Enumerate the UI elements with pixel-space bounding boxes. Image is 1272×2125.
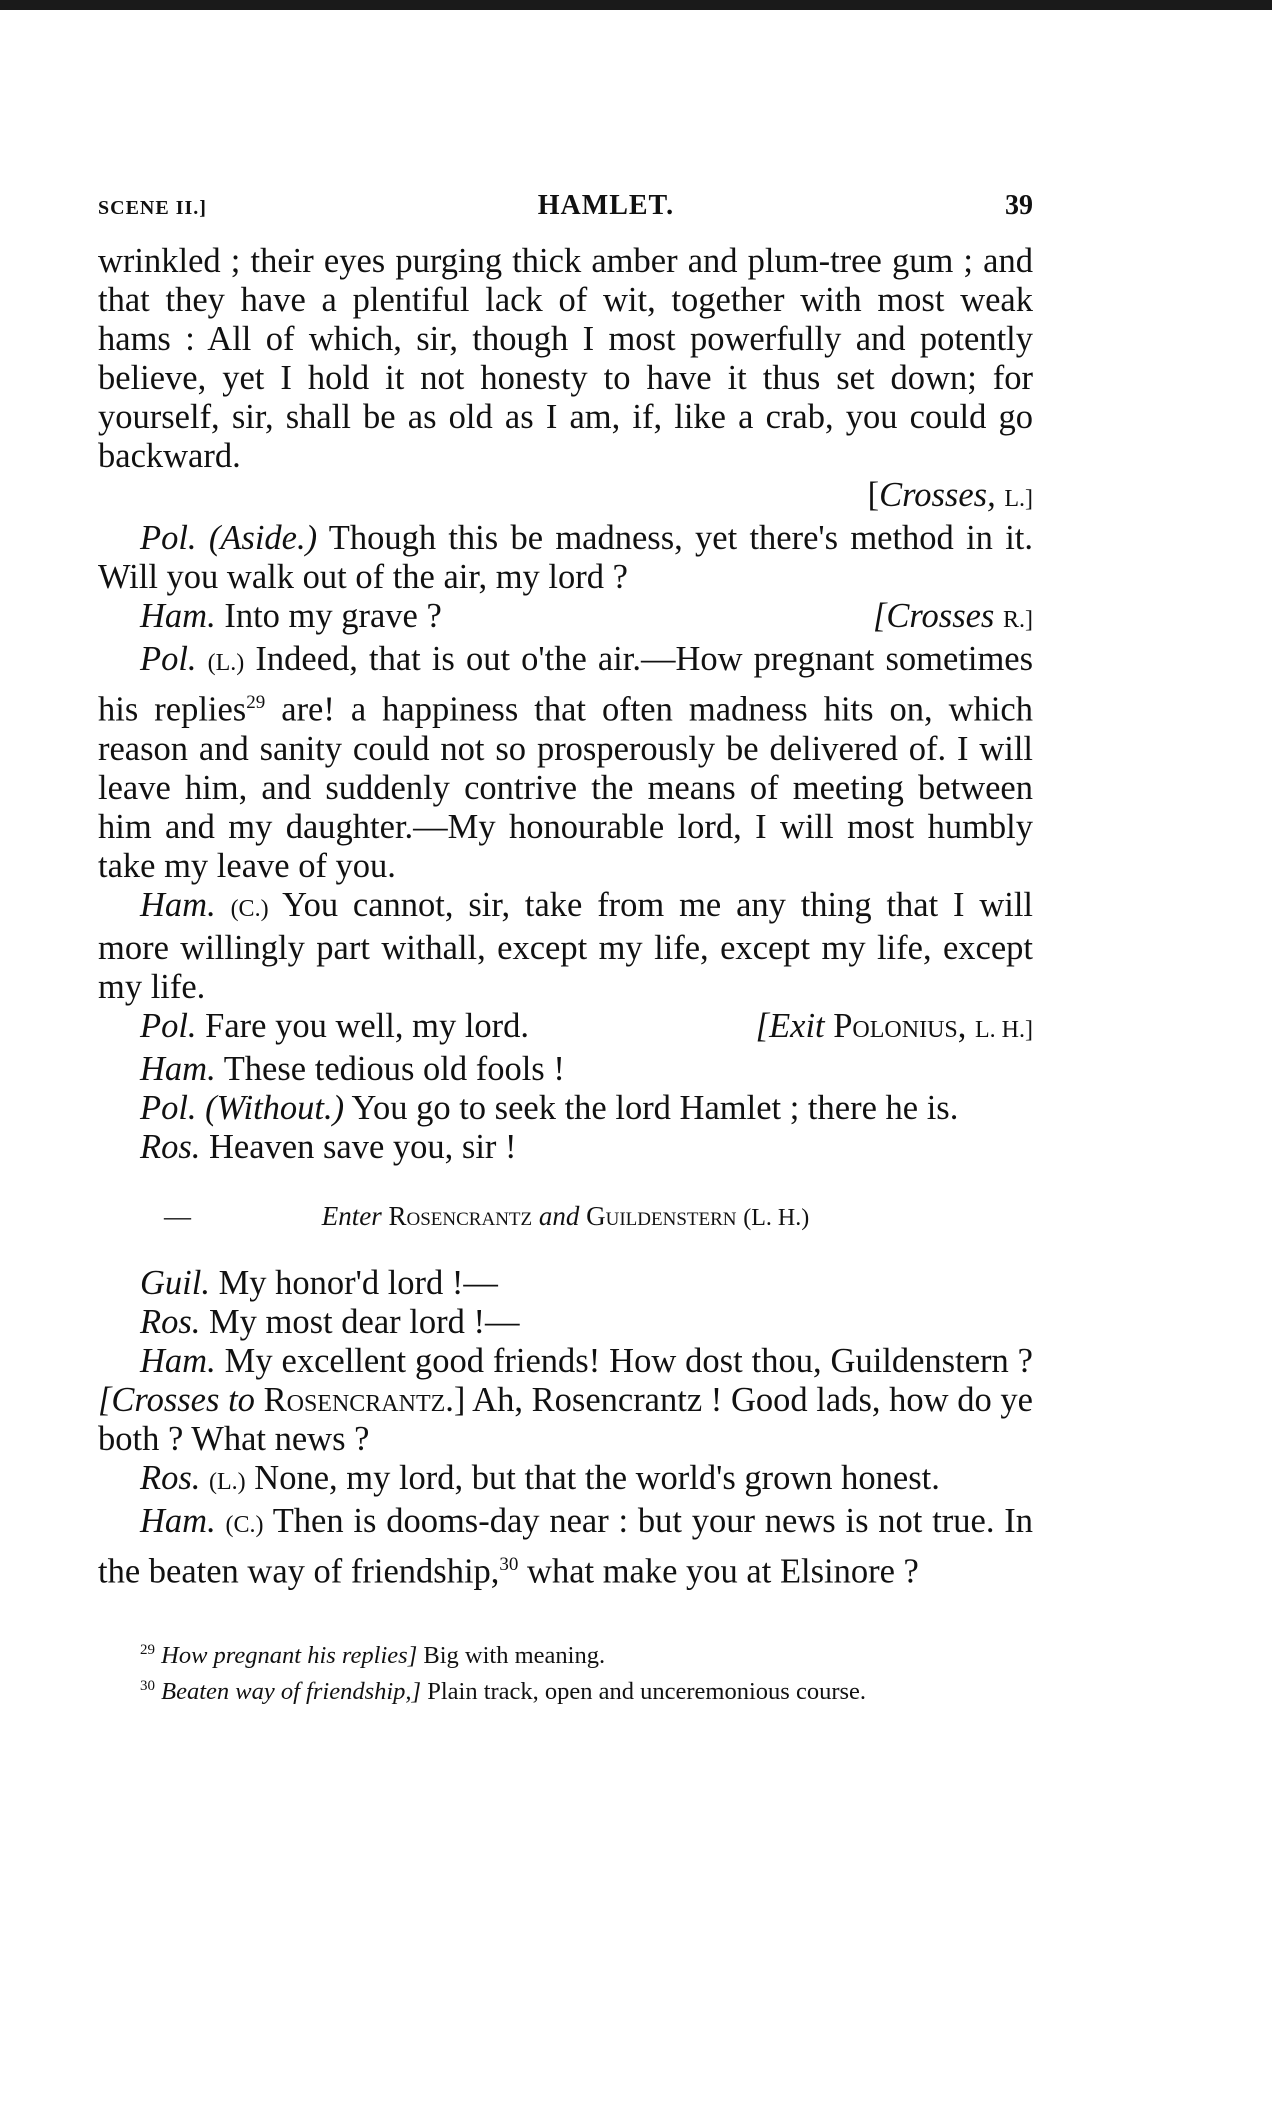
speaker-name: Guil.: [140, 1263, 210, 1302]
footnote-ref: 30: [499, 1553, 519, 1575]
speaker-name: Ros.: [140, 1302, 201, 1341]
scene-label: SCENE II.]: [98, 197, 207, 219]
page-title: HAMLET.: [537, 190, 675, 221]
speech-polonius: Pol. (Aside.) Though this be madness, yet there's method in it. Will you walk out of the air, my lord ?: [98, 519, 1033, 596]
speech-hamlet: Ham. These tedious old fools !: [140, 1049, 565, 1088]
footnote: $^{30}$ Beaten way of friendship,] Plain track, open and unceremonious course.: [140, 1678, 867, 1706]
speaker-name: Ham.: [140, 597, 216, 635]
footnotes: [98, 1635, 1033, 1707]
footnote-ref: 29: [246, 692, 266, 713]
speaker-name: Pol.: [140, 640, 197, 678]
top-edge-rule: [0, 0, 1272, 10]
speech-rosencrantz: Ros. Heaven save you, sir !: [140, 1127, 517, 1166]
paragraph-continued: wrinkled ; their eyes purging thick amber and plum-tree gum ; and that they have a plentiful lack of wit, together with most weak hams : All of which, sir, though I most powerfully and potently believe, yet I hold it not honesty to have it thus set down; for yourself, sir, shall be as old as I am, if, like a crab, you could go backward.: [98, 242, 1033, 475]
stage-direction: [Exit Polonius, L. H.]: [755, 1006, 1033, 1045]
page-number: 39: [1005, 190, 1033, 221]
speaker-name: Ham.: [140, 885, 216, 924]
speaker-name: Pol.: [140, 1088, 197, 1127]
speech-hamlet: Ham. (C.) Then is dooms-day near : but your news is not true. In the beaten way of friendship,$^{30}$ what make you at Elsinore ?: [98, 1501, 1033, 1590]
running-header: [98, 190, 1033, 222]
speaker-name: Ham.: [140, 1341, 216, 1380]
play-text: [98, 242, 1033, 1591]
footnote: $^{29}$ How pregnant his replies] Big with meaning.: [140, 1642, 606, 1670]
speech-hamlet: Ham. Into my grave ? [Crosses R.]: [98, 597, 1033, 640]
speaker-name: Ros.: [140, 1127, 201, 1166]
speaker-name: Ros.: [140, 1458, 201, 1497]
speech-rosencrantz: Ros. My most dear lord !—: [140, 1302, 520, 1341]
stage-direction: [Crosses R.]: [872, 597, 1033, 635]
speech-guildenstern: Guil. My honor'd lord !—: [140, 1263, 498, 1302]
speech-hamlet: Ham. My excellent good friends! How dost thou, Guildenstern ? [Crosses to Rosencrantz.] Ah, Rosencrantz ! Good lads, how do ye both ? What news ?: [98, 1341, 1033, 1458]
stage-direction: [Crosses, L.]: [867, 476, 1033, 514]
speaker-name: Ham.: [140, 1049, 216, 1088]
speech-polonius: Pol. (Without.) You go to seek the lord Hamlet ; there he is.: [140, 1088, 959, 1127]
speech-polonius: Pol. (L.) Indeed, that is out o'the air.—How pregnant sometimes his replies$^{29}$ are! a happiness that often madness hits on, which reason and sanity could not so prosperously be delivered of. I will leave him, and suddenly contrive the means of meeting between him and my daughter.—My honourable lord, I will most humbly take my leave of you.: [98, 640, 1034, 885]
speech-rosencrantz: Ros. (L.) None, my lord, but that the world's grown honest.: [140, 1458, 940, 1497]
speech-hamlet: Ham. (C.) You cannot, sir, take from me any thing that I will more willingly part withall, except my life, except my life, except my life.: [98, 885, 1034, 1006]
speaker-name: Ham.: [140, 1501, 216, 1540]
entrance-direction: — Enter Rosencrantz and Guildenstern (L. H.): [164, 1200, 810, 1231]
speaker-name: Pol.: [140, 1006, 197, 1045]
speaker-name: Pol.: [140, 519, 197, 557]
speech-polonius: Pol. Fare you well, my lord. [Exit Polonius, L. H.]: [98, 1007, 1033, 1050]
book-page: [98, 190, 1033, 1707]
